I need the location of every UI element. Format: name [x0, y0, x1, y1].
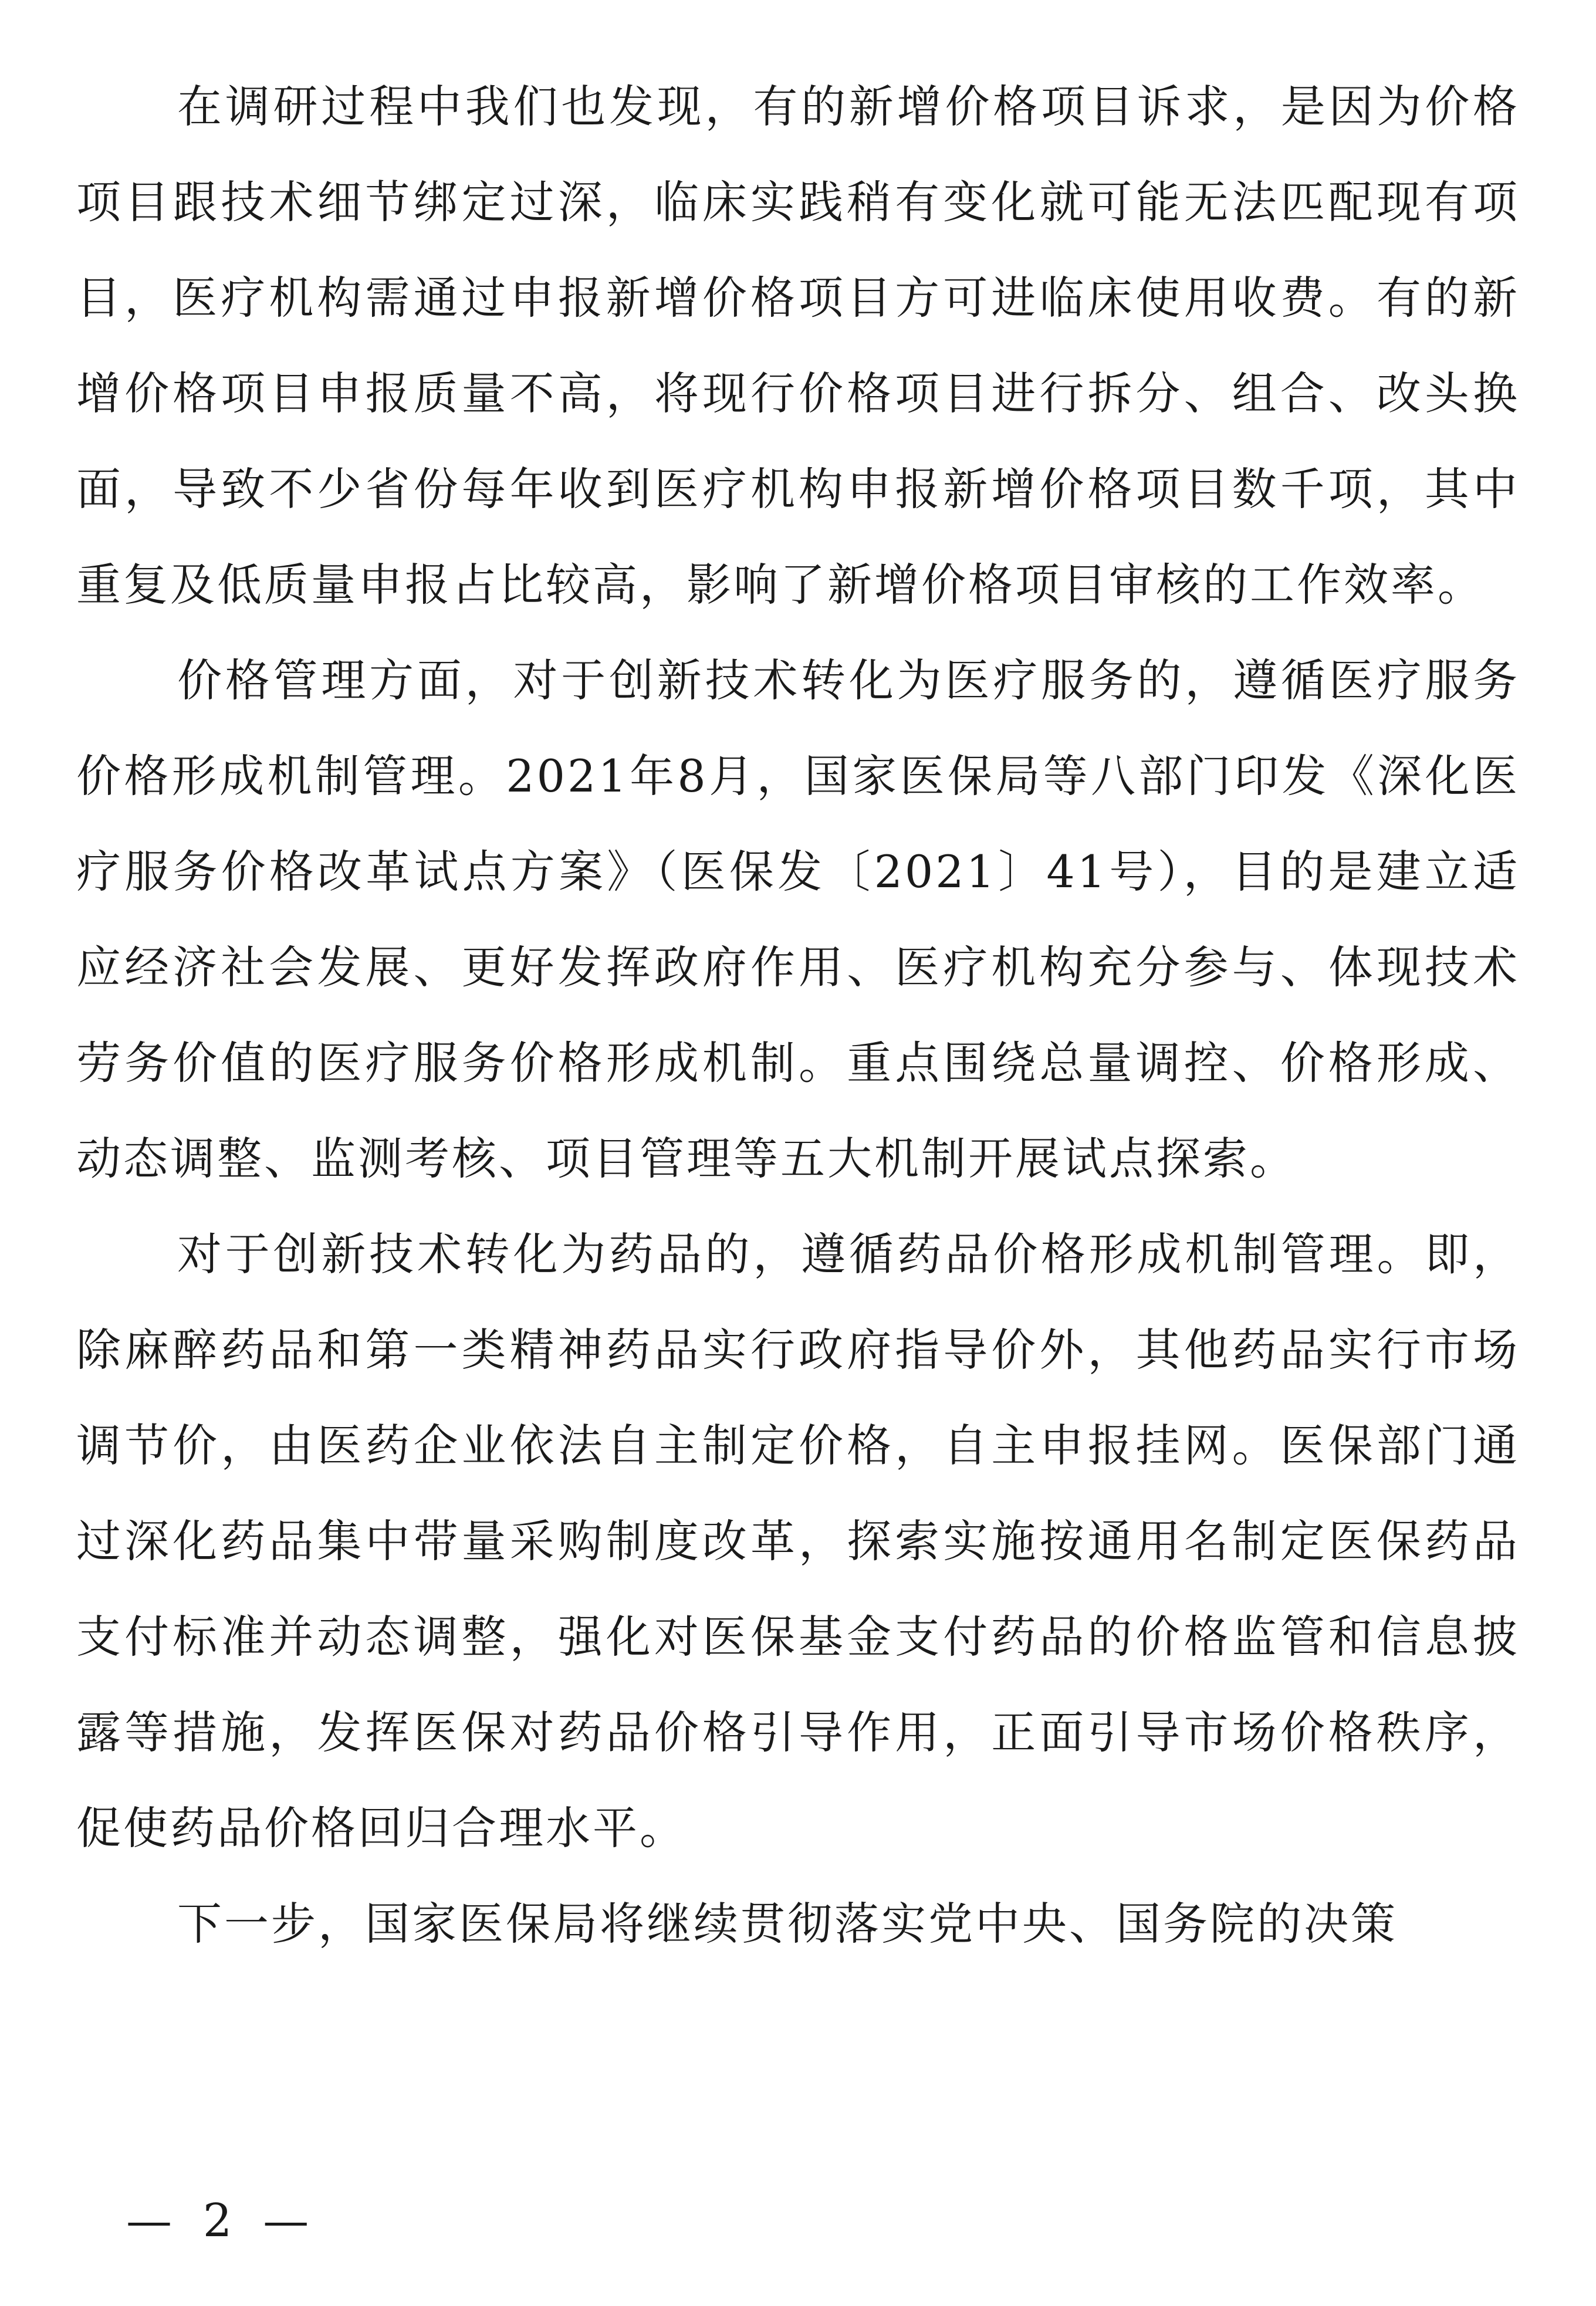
paragraph-next-step: 下一步，国家医保局将继续贯彻落实党中央、国务院的决策	[177, 1898, 1398, 1950]
paragraph-price-management: 价格管理方面，对于创新技术转化为医疗服务的，遵循医疗服务价格形成机制管理。2021年8月，国家医保局等八部门印发《深化医疗服务价格改革试点方案》（医保发〔2021〕41号），目的是建立适应经济社会发展、更好发挥政府作用、医疗机构充分参与、体现技术劳务价值的医疗服务价格形成机制。重点围绕总量调控、价格形成、动态调整、监测考核、项目管理等五大机制开展试点探索。	[76, 654, 1520, 1185]
body-text	[76, 59, 1520, 1972]
paragraph-drug-pricing: 对于创新技术转化为药品的，遵循药品价格形成机制管理。即，除麻醉药品和第一类精神药品实行政府指导价外，其他药品实行市场调节价，由医药企业依法自主制定价格，自主申报挂网。医保部门通过深化药品集中带量采购制度改革，探索实施按通用名制定医保药品支付标准并动态调整，强化对医保基金支付药品的价格监管和信息披露等措施，发挥医保对药品价格引导作用，正面引导市场价格秩序，促使药品价格回归合理水平。	[76, 1228, 1520, 1854]
page-number: — 2 —	[126, 2195, 317, 2247]
paragraph-research-findings: 在调研过程中我们也发现，有的新增价格项目诉求，是因为价格项目跟技术细节绑定过深，临床实践稍有变化就可能无法匹配现有项目，医疗机构需通过申报新增价格项目方可进临床使用收费。有的新增价格项目申报质量不高，将现行价格项目进行拆分、组合、改头换面，导致不少省份每年收到医疗机构申报新增价格项目数千项，其中重复及低质量申报占比较高，影响了新增价格项目审核的工作效率。	[76, 80, 1520, 611]
